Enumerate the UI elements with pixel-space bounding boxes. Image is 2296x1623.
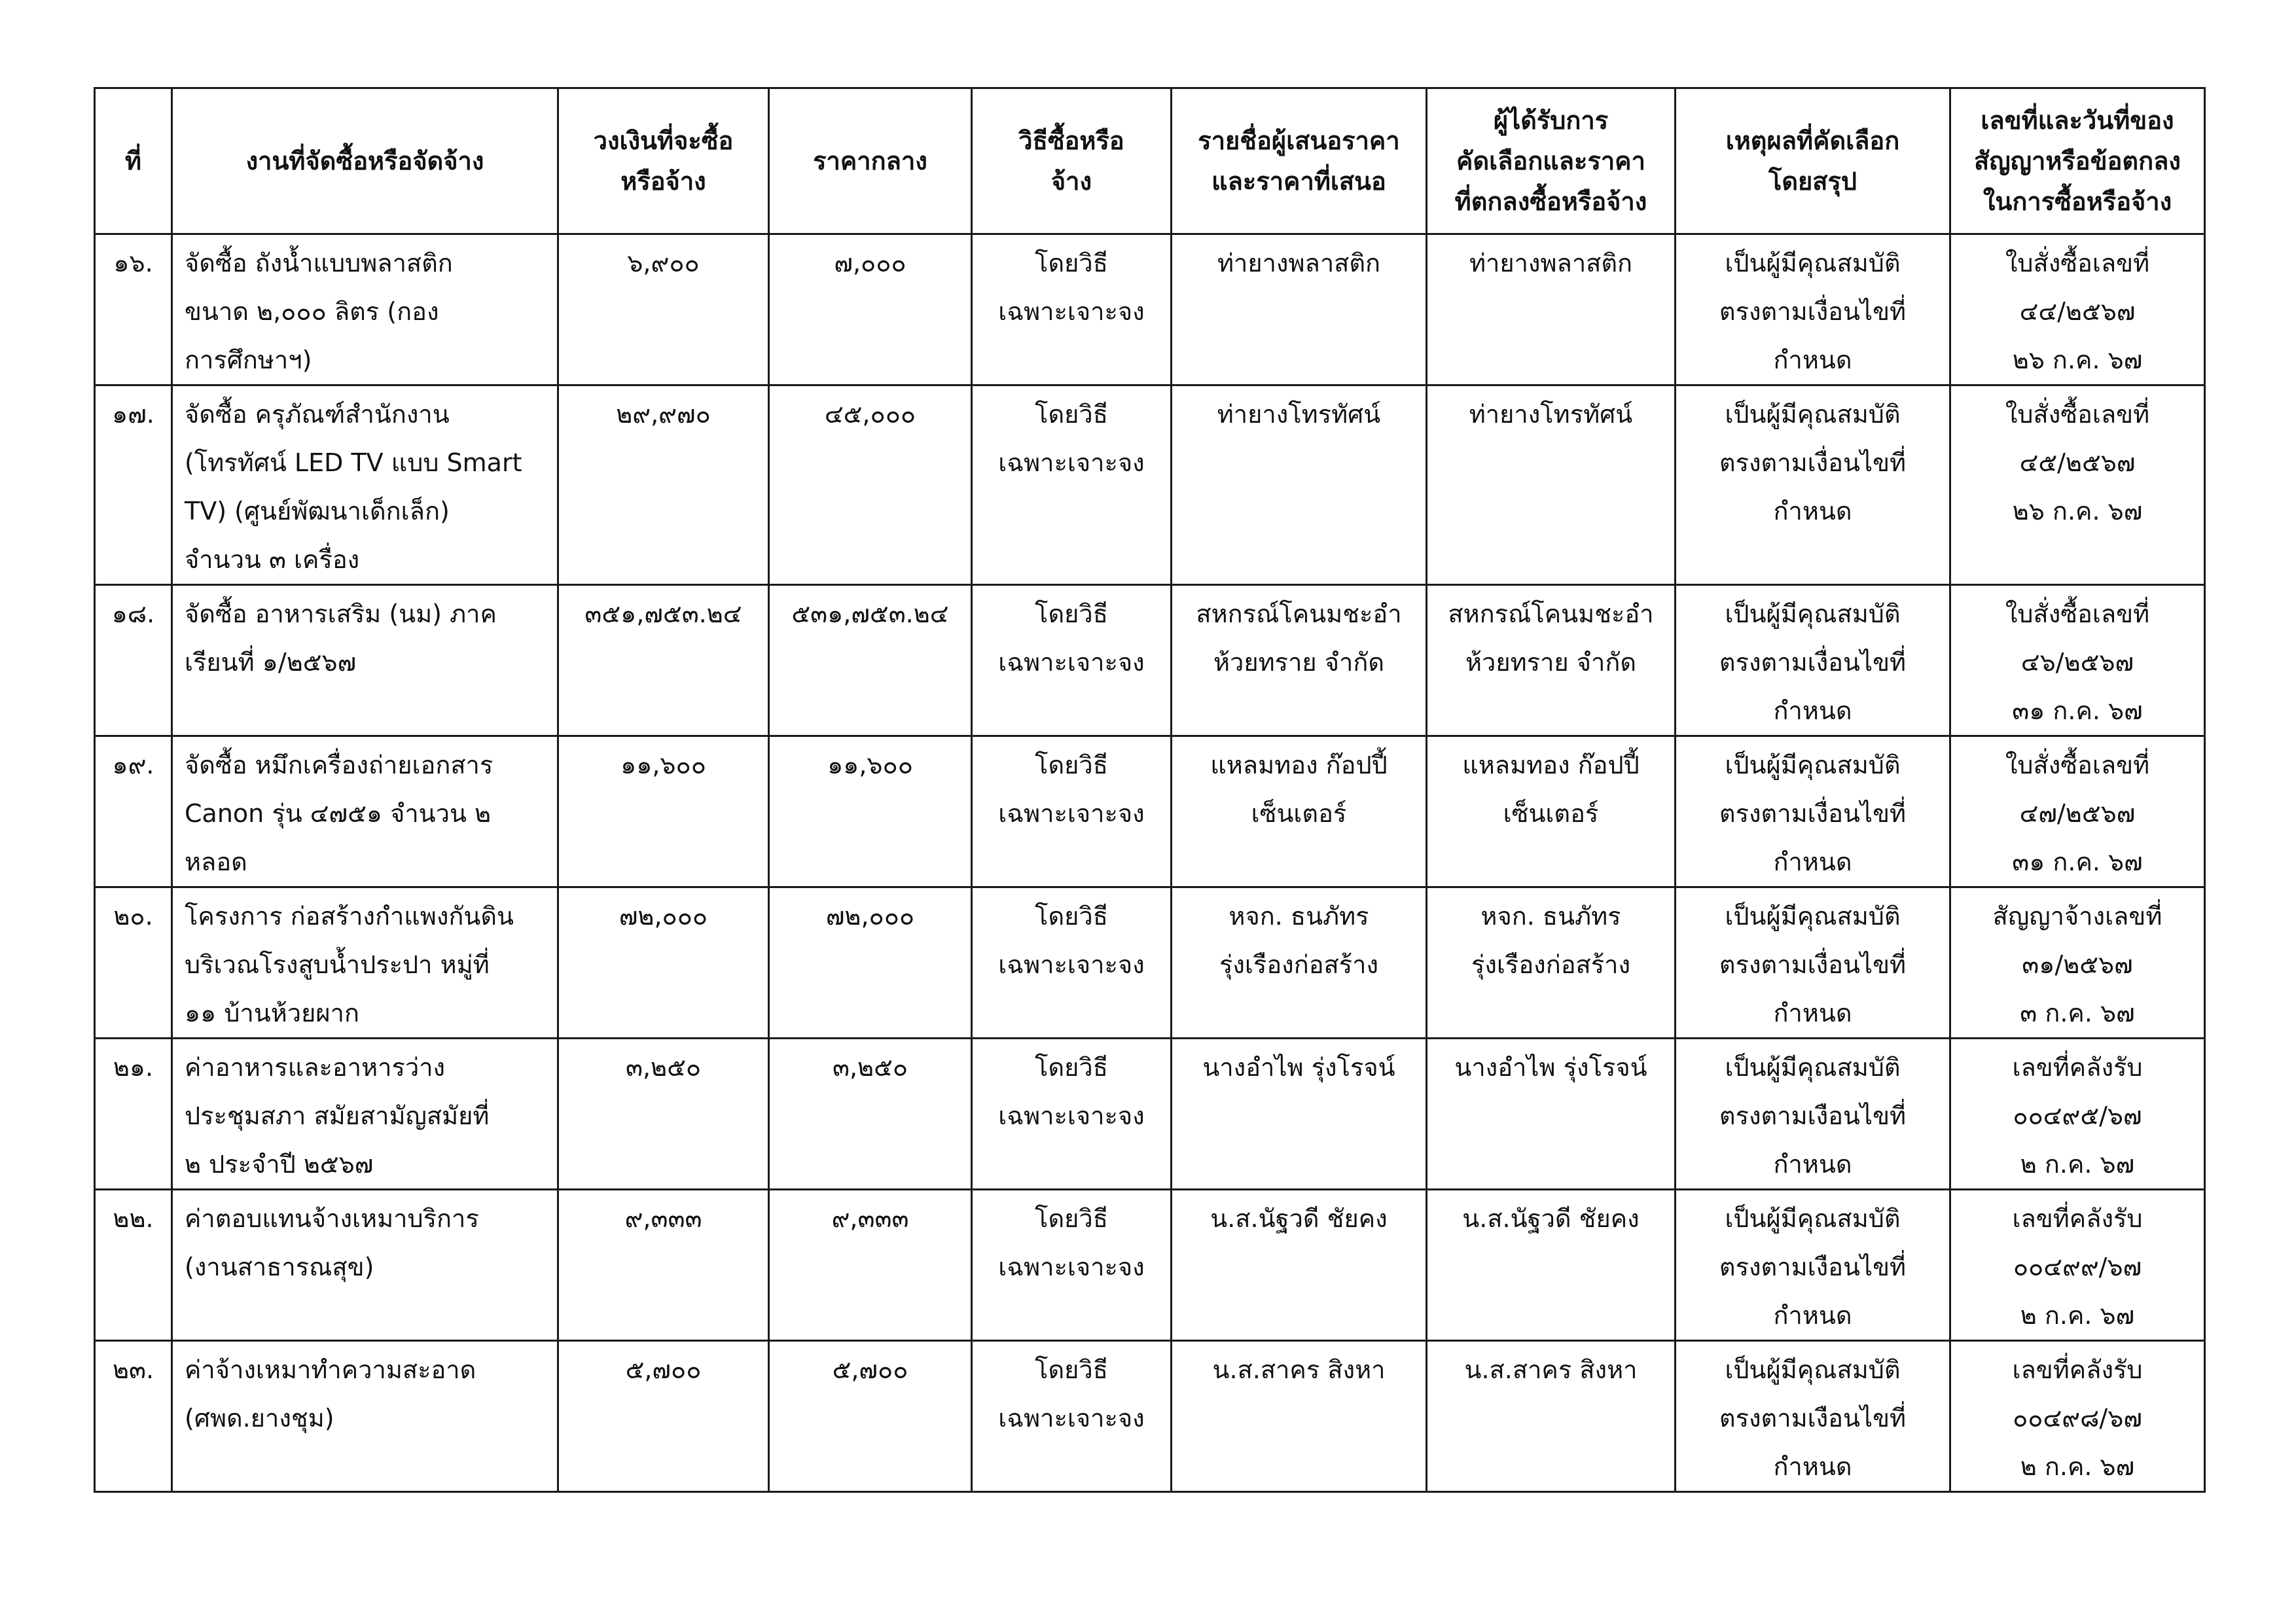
cell-reason-line: เป็นผู้มีคุณสมบัติ: [1725, 902, 1901, 931]
cell-no-value: ๑๗.: [112, 400, 154, 429]
cell-bidders-line: ท่ายางพลาสติก: [1217, 249, 1381, 277]
cell-selected-line: แหลมทอง ก๊อปปี้: [1462, 751, 1640, 779]
cell-reason-line: ตรงตามเงือนไขที่: [1719, 1253, 1907, 1281]
cell-median-price: [769, 736, 972, 887]
header-method-line: จ้าง: [1050, 167, 1092, 196]
header-median-price: [769, 88, 972, 234]
table-row: [95, 385, 2205, 585]
cell-selected-line: รุ่งเรืองก่อสร้าง: [1471, 950, 1631, 979]
cell-item: [172, 585, 558, 736]
cell-reason-line: กำหนด: [1773, 497, 1852, 526]
cell-contract: [1950, 585, 2205, 736]
cell-method-line: โดยวิธี: [1035, 1204, 1108, 1233]
cell-item: [172, 385, 558, 585]
cell-contract-line: ๒ ก.ค. ๖๗: [2020, 1150, 2135, 1179]
cell-median-price: [769, 385, 972, 585]
cell-contract: [1950, 1039, 2205, 1190]
cell-contract-line: ๒ ก.ค. ๖๗: [2020, 1452, 2135, 1481]
cell-method-line: โดยวิธี: [1035, 249, 1108, 277]
cell-reason-line: กำหนด: [1773, 696, 1852, 725]
cell-selected-line: น.ส.สาคร สิงหา: [1464, 1355, 1638, 1384]
cell-bidders: [1172, 585, 1427, 736]
header-row: [95, 88, 2205, 234]
cell-contract-line: เลขที่คลังรับ: [2012, 1355, 2143, 1384]
cell-median-price-value: ๙,๓๓๓: [831, 1204, 909, 1233]
cell-item-line: ค่าอาหารและอาหารว่าง: [185, 1053, 446, 1082]
cell-contract: [1950, 385, 2205, 585]
table-row: [95, 1039, 2205, 1190]
cell-bidders-line: หจก. ธนภัทร: [1229, 902, 1369, 931]
cell-selected: [1427, 1190, 1676, 1341]
cell-median-price-value: ๕,๗๐๐: [832, 1355, 908, 1384]
cell-contract-line: ๔๗/๒๕๖๗: [2019, 799, 2136, 828]
cell-contract-line: ๒๖ ก.ค. ๖๗: [2012, 497, 2143, 526]
cell-contract-line: ใบสั่งซื้อเลขที่: [2005, 599, 2150, 628]
cell-item-line: หลอด: [185, 847, 247, 876]
cell-budget: [558, 736, 769, 887]
cell-item-line: จำนวน ๓ เครื่อง: [185, 545, 360, 574]
table-body: [95, 234, 2205, 1492]
header-bidders: [1172, 88, 1427, 234]
cell-reason-line: กำหนด: [1773, 999, 1852, 1027]
cell-contract-line: ๓๑ ก.ค. ๖๗: [2012, 847, 2143, 876]
cell-budget: [558, 585, 769, 736]
cell-selected: [1427, 585, 1676, 736]
cell-item-line: ๒ ประจำปี ๒๕๖๗: [185, 1150, 374, 1179]
cell-method-line: เฉพาะเจาะจง: [998, 950, 1145, 979]
header-bidders-line: รายชื่อผู้เสนอราคา: [1198, 126, 1400, 155]
cell-selected-line: ท่ายางพลาสติก: [1469, 249, 1633, 277]
header-selected-line: ที่ตกลงซื้อหรือจ้าง: [1454, 187, 1647, 216]
cell-budget: [558, 1341, 769, 1492]
cell-budget-value: ๓,๒๕๐: [625, 1053, 702, 1082]
cell-selected-line: หจก. ธนภัทร: [1480, 902, 1621, 931]
cell-budget: [558, 1039, 769, 1190]
cell-item: [172, 1190, 558, 1341]
cell-method: [972, 887, 1172, 1039]
cell-median-price: [769, 234, 972, 385]
header-contract-line: ในการซื้อหรือจ้าง: [1982, 187, 2172, 216]
cell-selected: [1427, 385, 1676, 585]
table-row: [95, 887, 2205, 1039]
cell-item-line: Canon รุ่น ๔๗๕๑ จำนวน ๒: [185, 799, 492, 828]
cell-selected: [1427, 1341, 1676, 1492]
cell-item: [172, 234, 558, 385]
cell-bidders: [1172, 887, 1427, 1039]
cell-bidders: [1172, 1341, 1427, 1492]
cell-item-line: บริเวณโรงสูบน้ำประปา หมู่ที่: [185, 950, 490, 979]
header-reason: [1676, 88, 1950, 234]
cell-bidders: [1172, 385, 1427, 585]
cell-budget-value: ๗๒,๐๐๐: [619, 902, 708, 931]
cell-no-value: ๒๒.: [113, 1204, 154, 1233]
cell-budget: [558, 1190, 769, 1341]
cell-method-line: โดยวิธี: [1035, 1053, 1108, 1082]
cell-contract-line: ๒ ก.ค. ๖๗: [2020, 1301, 2135, 1330]
cell-item-line: ประชุมสภา สมัยสามัญสมัยที่: [185, 1101, 490, 1130]
cell-reason-line: ตรงตามเงื่อนไขที่: [1719, 648, 1907, 677]
cell-reason: [1676, 736, 1950, 887]
cell-contract-line: ๓ ก.ค. ๖๗: [2020, 999, 2135, 1027]
cell-no: [95, 1341, 172, 1492]
cell-selected-line: ห้วยทราย จำกัด: [1465, 648, 1637, 677]
procurement-summary-sheet: [94, 87, 2204, 1493]
cell-no: [95, 736, 172, 887]
cell-method-line: โดยวิธี: [1035, 1355, 1108, 1384]
cell-median-price: [769, 887, 972, 1039]
cell-item-line: TV) (ศูนย์พัฒนาเด็กเล็ก): [185, 497, 450, 526]
cell-method: [972, 1190, 1172, 1341]
cell-no: [95, 585, 172, 736]
cell-bidders-line: น.ส.สาคร สิงหา: [1212, 1355, 1386, 1384]
header-method-line: วิธีซื้อหรือ: [1018, 126, 1124, 155]
cell-method-line: เฉพาะเจาะจง: [998, 1101, 1145, 1130]
cell-contract-line: ๔๔/๒๕๖๗: [2019, 297, 2136, 326]
cell-reason-line: กำหนด: [1773, 1452, 1852, 1481]
cell-item: [172, 1039, 558, 1190]
cell-reason: [1676, 234, 1950, 385]
cell-method-line: โดยวิธี: [1035, 599, 1108, 628]
cell-item: [172, 1341, 558, 1492]
cell-median-price: [769, 1039, 972, 1190]
cell-reason-line: เป็นผู้มีคุณสมบัติ: [1725, 599, 1901, 628]
cell-no-value: ๑๘.: [111, 599, 155, 628]
cell-contract-line: เลขที่คลังรับ: [2012, 1204, 2143, 1233]
cell-reason-line: เป็นผู้มีคุณสมบัติ: [1725, 751, 1901, 779]
table-row: [95, 585, 2205, 736]
header-budget-line: หรือจ้าง: [620, 167, 706, 196]
header-selected-line: คัดเลือกและราคา: [1456, 147, 1645, 175]
cell-item-line: จัดซื้อ ครุภัณฑ์สำนักงาน: [185, 400, 450, 429]
cell-method-line: เฉพาะเจาะจง: [998, 1404, 1145, 1433]
cell-reason-line: กำหนด: [1773, 847, 1852, 876]
cell-contract-line: ๔๖/๒๕๖๗: [2020, 648, 2134, 677]
cell-method-line: โดยวิธี: [1035, 751, 1108, 779]
cell-item-line: ค่าตอบแทนจ้างเหมาบริการ: [185, 1204, 479, 1233]
cell-method-line: เฉพาะเจาะจง: [998, 648, 1145, 677]
cell-method: [972, 385, 1172, 585]
cell-contract-line: ๐๐๔๙๘/๖๗: [2013, 1404, 2142, 1433]
cell-selected-line: ท่ายางโทรทัศน์: [1469, 400, 1633, 429]
cell-median-price-value: ๗,๐๐๐: [834, 249, 906, 277]
cell-reason-line: ตรงตามเงื่อนไขที่: [1719, 297, 1907, 326]
header-no-line: ที่: [124, 147, 142, 175]
cell-no-value: ๑๙.: [112, 751, 154, 779]
cell-median-price: [769, 1341, 972, 1492]
cell-contract-line: ใบสั่งซื้อเลขที่: [2005, 249, 2150, 277]
cell-reason-line: ตรงตามเงื่อนไขที่: [1719, 799, 1907, 828]
cell-no: [95, 1190, 172, 1341]
header-median-price-line: ราคากลาง: [813, 147, 927, 175]
header-selected-line: ผู้ได้รับการ: [1493, 106, 1609, 135]
cell-selected: [1427, 736, 1676, 887]
cell-item-line: จัดซื้อ ถังน้ำแบบพลาสติก: [185, 249, 453, 277]
cell-reason-line: ตรงตามเงื่อนไขที่: [1719, 448, 1907, 477]
cell-contract: [1950, 1190, 2205, 1341]
cell-no-value: ๒๐.: [113, 902, 153, 931]
cell-contract-line: ใบสั่งซื้อเลขที่: [2005, 751, 2150, 779]
cell-selected: [1427, 234, 1676, 385]
cell-contract-line: ๔๕/๒๕๖๗: [2019, 448, 2136, 477]
cell-no-value: ๒๑.: [113, 1053, 154, 1082]
cell-budget: [558, 887, 769, 1039]
cell-selected: [1427, 887, 1676, 1039]
cell-reason-line: เป็นผู้มีคุณสมบัติ: [1725, 1204, 1901, 1233]
cell-contract: [1950, 234, 2205, 385]
cell-item-line: ค่าจ้างเหมาทำความสะอาด: [185, 1355, 476, 1384]
cell-selected-line: เซ็นเตอร์: [1503, 799, 1599, 828]
cell-item-line: (งานสาธารณสุข): [185, 1253, 374, 1281]
cell-budget-value: ๙,๓๓๓: [624, 1204, 702, 1233]
table-row: [95, 234, 2205, 385]
cell-reason-line: กำหนด: [1773, 1301, 1852, 1330]
cell-contract-line: ๓๑ ก.ค. ๖๗: [2012, 696, 2143, 725]
cell-reason-line: ตรงตามเงือนไขที่: [1719, 1404, 1907, 1433]
cell-item: [172, 887, 558, 1039]
header-reason-line: เหตุผลที่คัดเลือก: [1725, 126, 1900, 155]
cell-contract-line: ใบสั่งซื้อเลขที่: [2005, 400, 2150, 429]
procurement-table: [94, 87, 2206, 1493]
cell-bidders-line: รุ่งเรืองก่อสร้าง: [1219, 950, 1379, 979]
cell-no-value: ๒๓.: [112, 1355, 154, 1384]
cell-reason-line: เป็นผู้มีคุณสมบัติ: [1725, 1053, 1901, 1082]
cell-budget: [558, 234, 769, 385]
cell-median-price-value: ๕๓๑,๗๕๓.๒๔: [791, 599, 949, 628]
cell-budget-value: ๓๕๑,๗๕๓.๒๔: [584, 599, 742, 628]
cell-method: [972, 234, 1172, 385]
table-row: [95, 736, 2205, 887]
cell-median-price-value: ๓,๒๕๐: [832, 1053, 908, 1082]
cell-reason-line: กำหนด: [1773, 1150, 1852, 1179]
cell-selected: [1427, 1039, 1676, 1190]
cell-budget-value: ๒๙,๙๗๐: [616, 400, 711, 429]
header-bidders-line: และราคาที่เสนอ: [1211, 167, 1386, 196]
cell-method-line: เฉพาะเจาะจง: [998, 799, 1145, 828]
cell-bidders-line: ห้วยทราย จำกัด: [1213, 648, 1385, 677]
cell-contract-line: ๒๖ ก.ค. ๖๗: [2012, 346, 2143, 374]
cell-bidders: [1172, 736, 1427, 887]
cell-median-price-value: ๔๕,๐๐๐: [824, 400, 916, 429]
cell-reason: [1676, 1341, 1950, 1492]
cell-contract-line: เลขที่คลังรับ: [2012, 1053, 2143, 1082]
header-item-line: งานที่จัดซื้อหรือจัดจ้าง: [245, 147, 484, 175]
cell-reason-line: เป็นผู้มีคุณสมบัติ: [1725, 249, 1901, 277]
cell-selected-line: นางอำไพ รุ่งโรจน์: [1454, 1053, 1647, 1082]
header-method: [972, 88, 1172, 234]
cell-bidders: [1172, 1190, 1427, 1341]
cell-reason-line: เป็นผู้มีคุณสมบัติ: [1725, 1355, 1901, 1384]
cell-contract: [1950, 736, 2205, 887]
cell-method-line: เฉพาะเจาะจง: [998, 297, 1145, 326]
cell-item-line: (โทรทัศน์ LED TV แบบ Smart: [185, 448, 522, 477]
table-row: [95, 1341, 2205, 1492]
cell-median-price: [769, 1190, 972, 1341]
cell-reason: [1676, 1190, 1950, 1341]
cell-reason: [1676, 887, 1950, 1039]
cell-contract: [1950, 1341, 2205, 1492]
cell-median-price-value: ๗๒,๐๐๐: [825, 902, 915, 931]
header-contract-line: เลขที่และวันที่ของ: [1981, 106, 2174, 135]
cell-item-line: ขนาด ๒,๐๐๐ ลิตร (กอง: [185, 297, 439, 326]
cell-method-line: เฉพาะเจาะจง: [998, 1253, 1145, 1281]
header-contract: [1950, 88, 2205, 234]
cell-selected-line: สหกรณ์โคนมชะอำ: [1448, 599, 1654, 628]
cell-method: [972, 585, 1172, 736]
cell-item-line: ๑๑ บ้านห้วยผาก: [185, 999, 360, 1027]
cell-reason-line: กำหนด: [1773, 346, 1852, 374]
cell-bidders: [1172, 1039, 1427, 1190]
cell-bidders-line: ท่ายางโทรทัศน์: [1217, 400, 1381, 429]
cell-contract-line: ๓๑/๒๕๖๗: [2022, 950, 2133, 979]
cell-method: [972, 1039, 1172, 1190]
cell-contract-line: สัญญาจ้างเลขที่: [1992, 902, 2162, 931]
cell-item: [172, 736, 558, 887]
cell-bidders-line: น.ส.นัฐวดี ชัยคง: [1210, 1204, 1388, 1233]
cell-no: [95, 887, 172, 1039]
header-selected: [1427, 88, 1676, 234]
cell-method-line: โดยวิธี: [1035, 400, 1108, 429]
cell-item-line: โครงการ ก่อสร้างกำแพงกันดิน: [185, 902, 514, 931]
cell-item-line: จัดซื้อ หมึกเครื่องถ่ายเอกสาร: [185, 751, 493, 779]
header-budget: [558, 88, 769, 234]
cell-bidders-line: เซ็นเตอร์: [1251, 799, 1347, 828]
cell-no: [95, 1039, 172, 1190]
header-contract-line: สัญญาหรือข้อตกลง: [1974, 147, 2181, 175]
cell-budget-value: ๖,๙๐๐: [627, 249, 700, 277]
cell-item-line: การศึกษาฯ): [185, 346, 312, 374]
cell-bidders-line: สหกรณ์โคนมชะอำ: [1196, 599, 1402, 628]
cell-item-line: เรียนที่ ๑/๒๕๖๗: [185, 648, 357, 677]
cell-reason-line: ตรงตามเงือนไขที่: [1719, 1101, 1907, 1130]
header-budget-line: วงเงินที่จะซื้อ: [593, 126, 734, 155]
cell-no: [95, 385, 172, 585]
cell-bidders-line: แหลมทอง ก๊อปปี้: [1210, 751, 1388, 779]
cell-reason: [1676, 585, 1950, 736]
cell-reason: [1676, 385, 1950, 585]
cell-bidders: [1172, 234, 1427, 385]
cell-method: [972, 736, 1172, 887]
header-no: [95, 88, 172, 234]
cell-item-line: (ศพด.ยางชุม): [185, 1404, 334, 1433]
cell-budget-value: ๑๑,๖๐๐: [620, 751, 706, 779]
cell-reason: [1676, 1039, 1950, 1190]
cell-median-price-value: ๑๑,๖๐๐: [827, 751, 913, 779]
cell-median-price: [769, 585, 972, 736]
cell-budget: [558, 385, 769, 585]
cell-method: [972, 1341, 1172, 1492]
cell-contract-line: ๐๐๔๙๙/๖๗: [2013, 1253, 2142, 1281]
table-row: [95, 1190, 2205, 1341]
header-item: [172, 88, 558, 234]
cell-method-line: โดยวิธี: [1035, 902, 1108, 931]
cell-reason-line: ตรงตามเงื่อนไขที่: [1719, 950, 1907, 979]
cell-bidders-line: นางอำไพ รุ่งโรจน์: [1202, 1053, 1395, 1082]
cell-no: [95, 234, 172, 385]
cell-contract-line: ๐๐๔๙๕/๖๗: [2013, 1101, 2142, 1130]
cell-no-value: ๑๖.: [113, 249, 153, 277]
cell-item-line: จัดซื้อ อาหารเสริม (นม) ภาค: [185, 599, 497, 628]
cell-reason-line: เป็นผู้มีคุณสมบัติ: [1725, 400, 1901, 429]
cell-contract: [1950, 887, 2205, 1039]
cell-method-line: เฉพาะเจาะจง: [998, 448, 1145, 477]
cell-selected-line: น.ส.นัฐวดี ชัยคง: [1462, 1204, 1640, 1233]
cell-budget-value: ๕,๗๐๐: [625, 1355, 702, 1384]
header-reason-line: โดยสรุป: [1768, 167, 1857, 196]
